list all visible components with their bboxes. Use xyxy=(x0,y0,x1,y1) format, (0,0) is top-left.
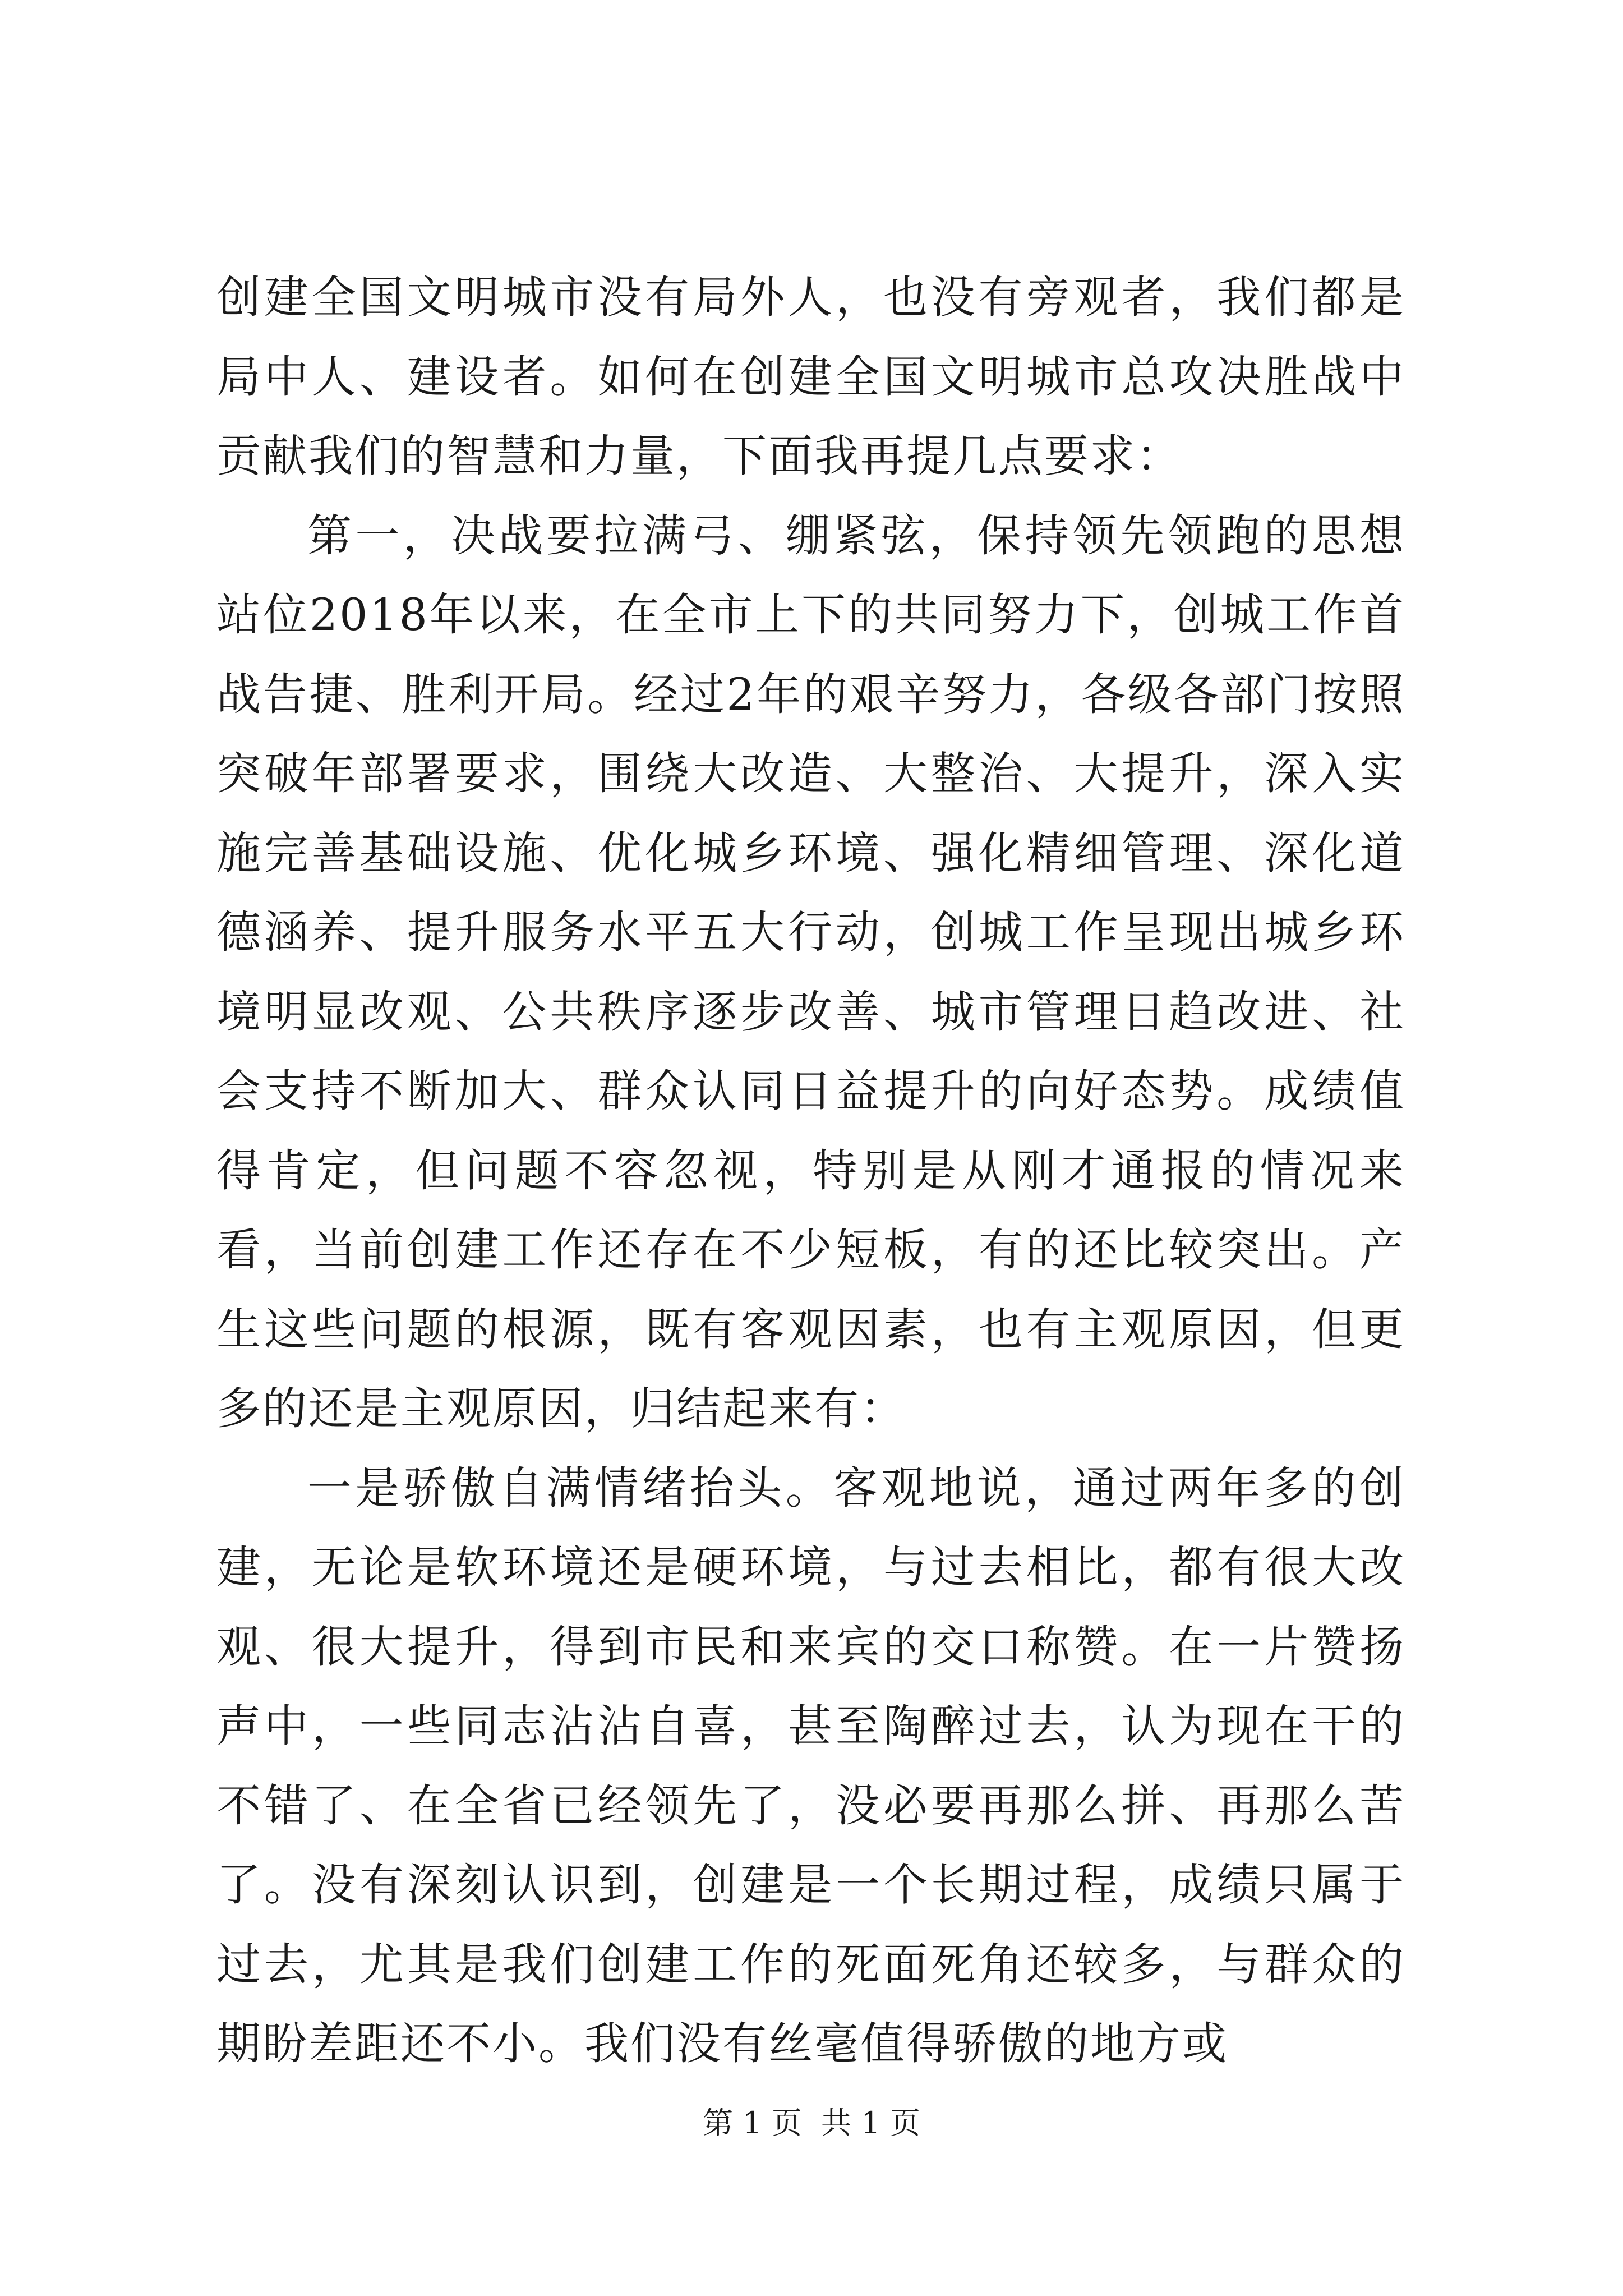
paragraph-intro: 创建全国文明城市没有局外人，也没有旁观者，我们都是局中人、建设者。如何在创建全国文明城市总攻决胜战中贡献我们的智慧和力量，下面我再提几点要求： xyxy=(216,272,1405,482)
paragraph-pride-issue: 一是骄傲自满情绪抬头。客观地说，通过两年多的创建，无论是软环境还是硬环境，与过去相比，都有很大改观、很大提升，得到市民和来宾的交口称赞。在一片赞扬声中，一些同志沾沾自喜，甚至陶醉过去，认为现在干的不错了、在全省已经领先了，没必要再那么拼、再那么苦了。没有深刻认识到，创建是一个长期过程，成绩只属于过去，尤其是我们创建工作的死面死角还较多，与群众的期盼差距还不小。我们没有丝毫值得骄傲的地方或 xyxy=(216,1462,1405,2069)
page-number-label: 第 1 页 共 1 页 xyxy=(703,2105,920,2141)
page-footer xyxy=(0,2104,1623,2143)
paragraph-first-point: 第一，决战要拉满弓、绷紧弦，保持领先领跑的思想站位2018年以来，在全市上下的共同努力下，创城工作首战告捷、胜利开局。经过2年的艰辛努力，各级各部门按照突破年部署要求，围绕大改造、大整治、大提升，深入实施完善基础设施、优化城乡环境、强化精细管理、深化道德涵养、提升服务水平五大行动，创城工作呈现出城乡环境明显改观、公共秩序逐步改善、城市管理日趋改进、社会支持不断加大、群众认同日益提升的向好态势。成绩值得肯定，但问题不容忽视，特别是从刚才通报的情况来看，当前创建工作还存在不少短板，有的还比较突出。产生这些问题的根源，既有客观因素，也有主观原因，但更多的还是主观原因，归结起来有： xyxy=(216,509,1405,1434)
document-body xyxy=(216,258,1405,2084)
